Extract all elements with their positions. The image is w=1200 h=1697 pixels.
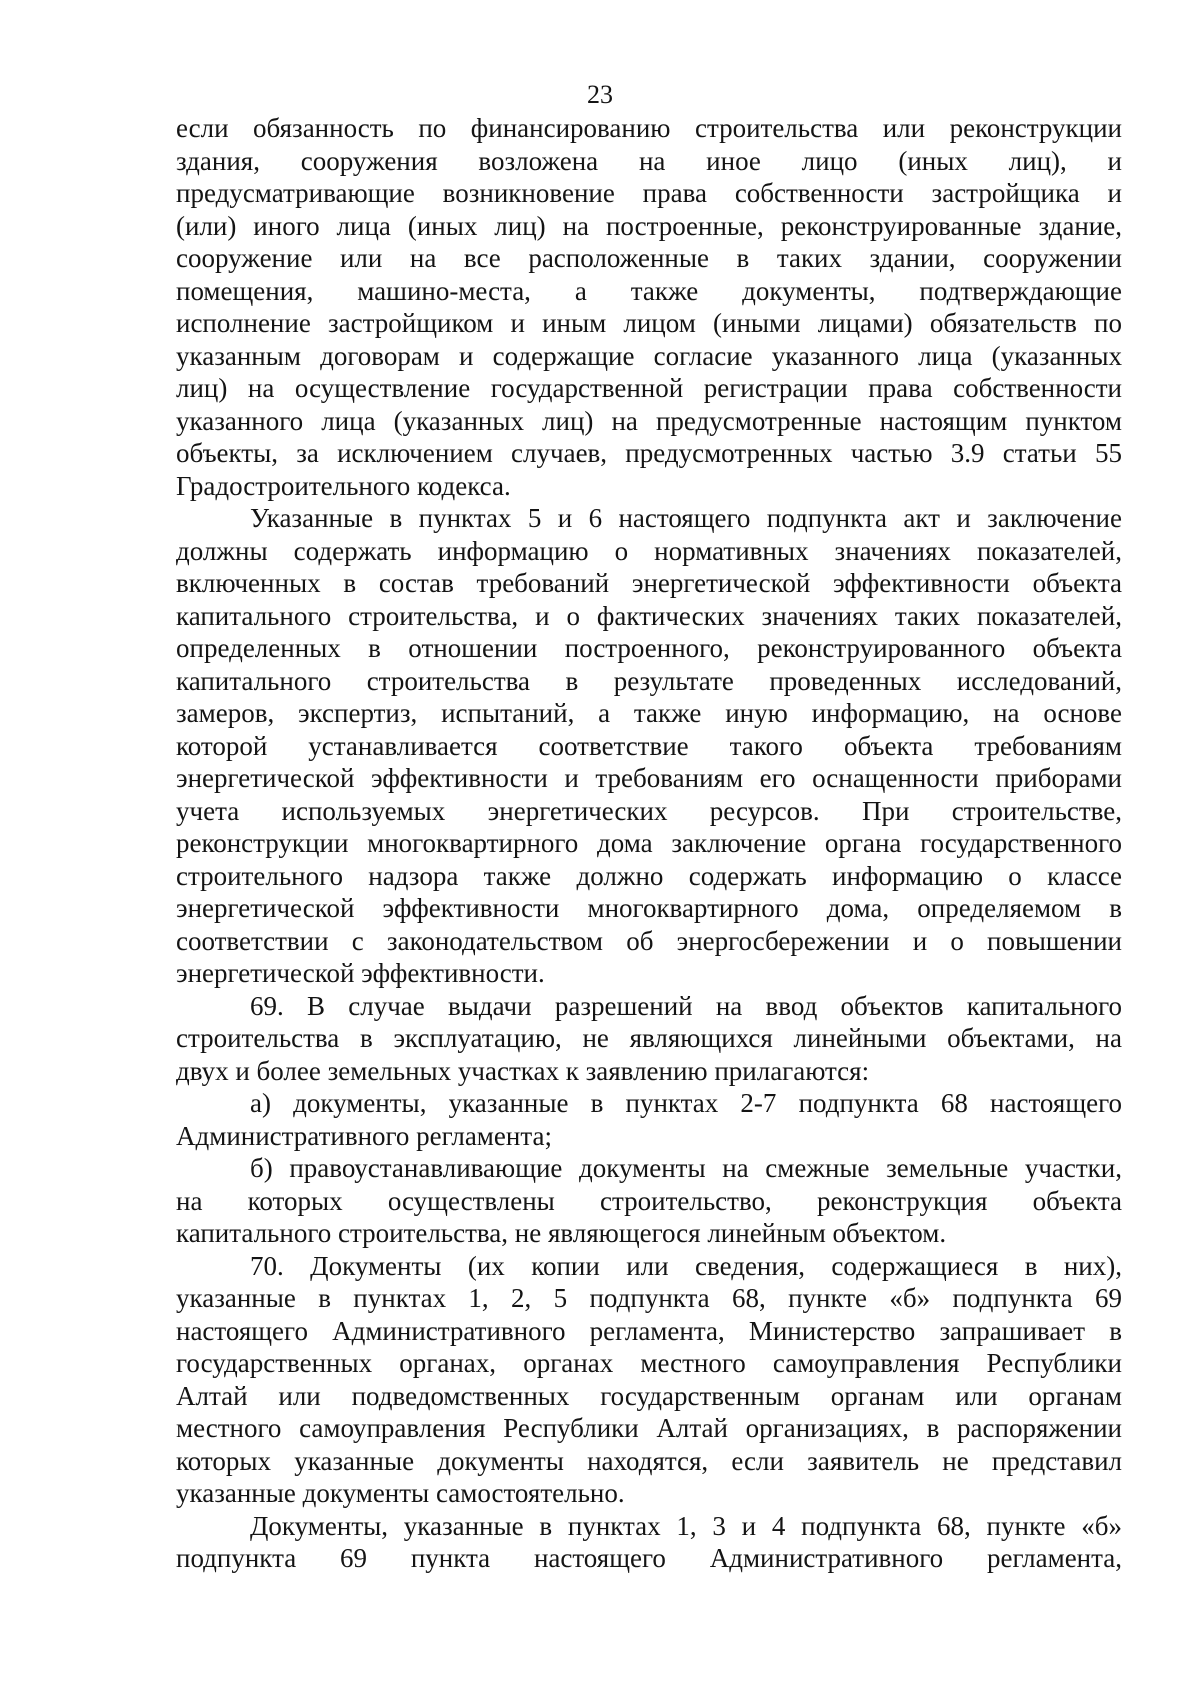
- text-line: государственных органах, органах местного самоуправления Республики: [176, 1348, 1122, 1378]
- text-line: указанные документы самостоятельно.: [176, 1478, 625, 1508]
- text-line: указанным договорам и содержащие согласие указанного лица (указанных: [176, 340, 1122, 371]
- text-line: строительного надзора также должно содержать информацию о классе: [176, 860, 1122, 891]
- text-line: замеров, экспертиз, испытаний, а также иную информацию, на основе: [176, 698, 1122, 728]
- text-line: капитального строительства в результате проведенных исследований,: [176, 665, 1122, 696]
- text-line: исполнение застройщиком и иным лицом (иными лицами) обязательств по: [176, 308, 1122, 338]
- paragraph-first-line: 70. Документы (их копии или сведения, содержащиеся в них),: [250, 1250, 1122, 1281]
- text-line: местного самоуправления Республики Алтай организациях, в распоряжении: [176, 1413, 1122, 1443]
- text-line: Градостроительного кодекса.: [176, 470, 511, 501]
- text-line: которых указанные документы находятся, если заявитель не представил: [176, 1445, 1122, 1476]
- text-line: здания, сооружения возложена на иное лицо (иных лиц), и: [176, 145, 1122, 176]
- text-line: реконструкции многоквартирного дома заключение органа государственного: [176, 828, 1122, 858]
- text-line: строительства в эксплуатацию, не являющихся линейными объектами, на: [176, 1023, 1122, 1053]
- text-line: энергетической эффективности.: [176, 958, 545, 988]
- paragraph-first-line: Указанные в пунктах 5 и 6 настоящего подпункта акт и заключение: [250, 503, 1122, 533]
- text-line: которой устанавливается соответствие такого объекта требованиям: [176, 730, 1122, 761]
- text-line: подпункта 69 пункта настоящего Административного регламента,: [176, 1543, 1122, 1573]
- text-line: определенных в отношении построенного, реконструированного объекта: [176, 633, 1122, 663]
- text-line: указанные в пунктах 1, 2, 5 подпункта 68, пункте «б» подпункта 69: [176, 1283, 1122, 1313]
- text-line: энергетической эффективности и требованиям его оснащенности приборами: [176, 763, 1122, 793]
- text-line: лиц) на осуществление государственной регистрации права собственности: [176, 373, 1122, 403]
- text-line: указанного лица (указанных лиц) на предусмотренные настоящим пунктом: [176, 405, 1122, 436]
- text-line: энергетической эффективности многоквартирного дома, определяемом в: [176, 893, 1122, 923]
- text-line: объекты, за исключением случаев, предусмотренных частью 3.9 статьи 55: [176, 438, 1122, 468]
- text-line: если обязанность по финансированию строительства или реконструкции: [176, 113, 1122, 143]
- text-line: настоящего Административного регламента, Министерство запрашивает в: [176, 1315, 1122, 1346]
- text-line: учета используемых энергетических ресурсов. При строительстве,: [176, 795, 1122, 826]
- text-line: капитального строительства, не являющегося линейным объектом.: [176, 1218, 947, 1248]
- text-line: Административного регламента;: [176, 1120, 552, 1151]
- text-line: включенных в состав требований энергетической эффективности объекта: [176, 568, 1122, 598]
- text-line: предусматривающие возникновение права собственности застройщика и: [176, 178, 1122, 208]
- text-line: (или) иного лица (иных лиц) на построенные, реконструированные здание,: [176, 210, 1122, 241]
- document-body: [176, 112, 1122, 1575]
- paragraph-first-line: 69. В случае выдачи разрешений на ввод объектов капитального: [250, 990, 1122, 1021]
- text-line: помещения, машино-места, а также документы, подтверждающие: [176, 275, 1122, 306]
- page-number: 23: [587, 80, 613, 109]
- text-line: сооружение или на все расположенные в таких здании, сооружении: [176, 243, 1122, 273]
- text-line: капитального строительства, и о фактических значениях таких показателей,: [176, 600, 1122, 631]
- text-line: двух и более земельных участках к заявлению прилагаются:: [176, 1055, 870, 1086]
- text-line: Алтай или подведомственных государственным органам или органам: [176, 1380, 1122, 1411]
- paragraph-first-line: а) документы, указанные в пунктах 2-7 подпункта 68 настоящего: [250, 1088, 1122, 1118]
- text-line: на которых осуществлены строительство, реконструкция объекта: [176, 1185, 1122, 1216]
- paragraph-first-line: Документы, указанные в пунктах 1, 3 и 4 подпункта 68, пункте «б»: [250, 1510, 1122, 1541]
- text-line: должны содержать информацию о нормативных значениях показателей,: [176, 535, 1122, 566]
- paragraph-first-line: б) правоустанавливающие документы на смежные земельные участки,: [250, 1153, 1122, 1183]
- text-line: соответствии с законодательством об энергосбережении и о повышении: [176, 925, 1122, 956]
